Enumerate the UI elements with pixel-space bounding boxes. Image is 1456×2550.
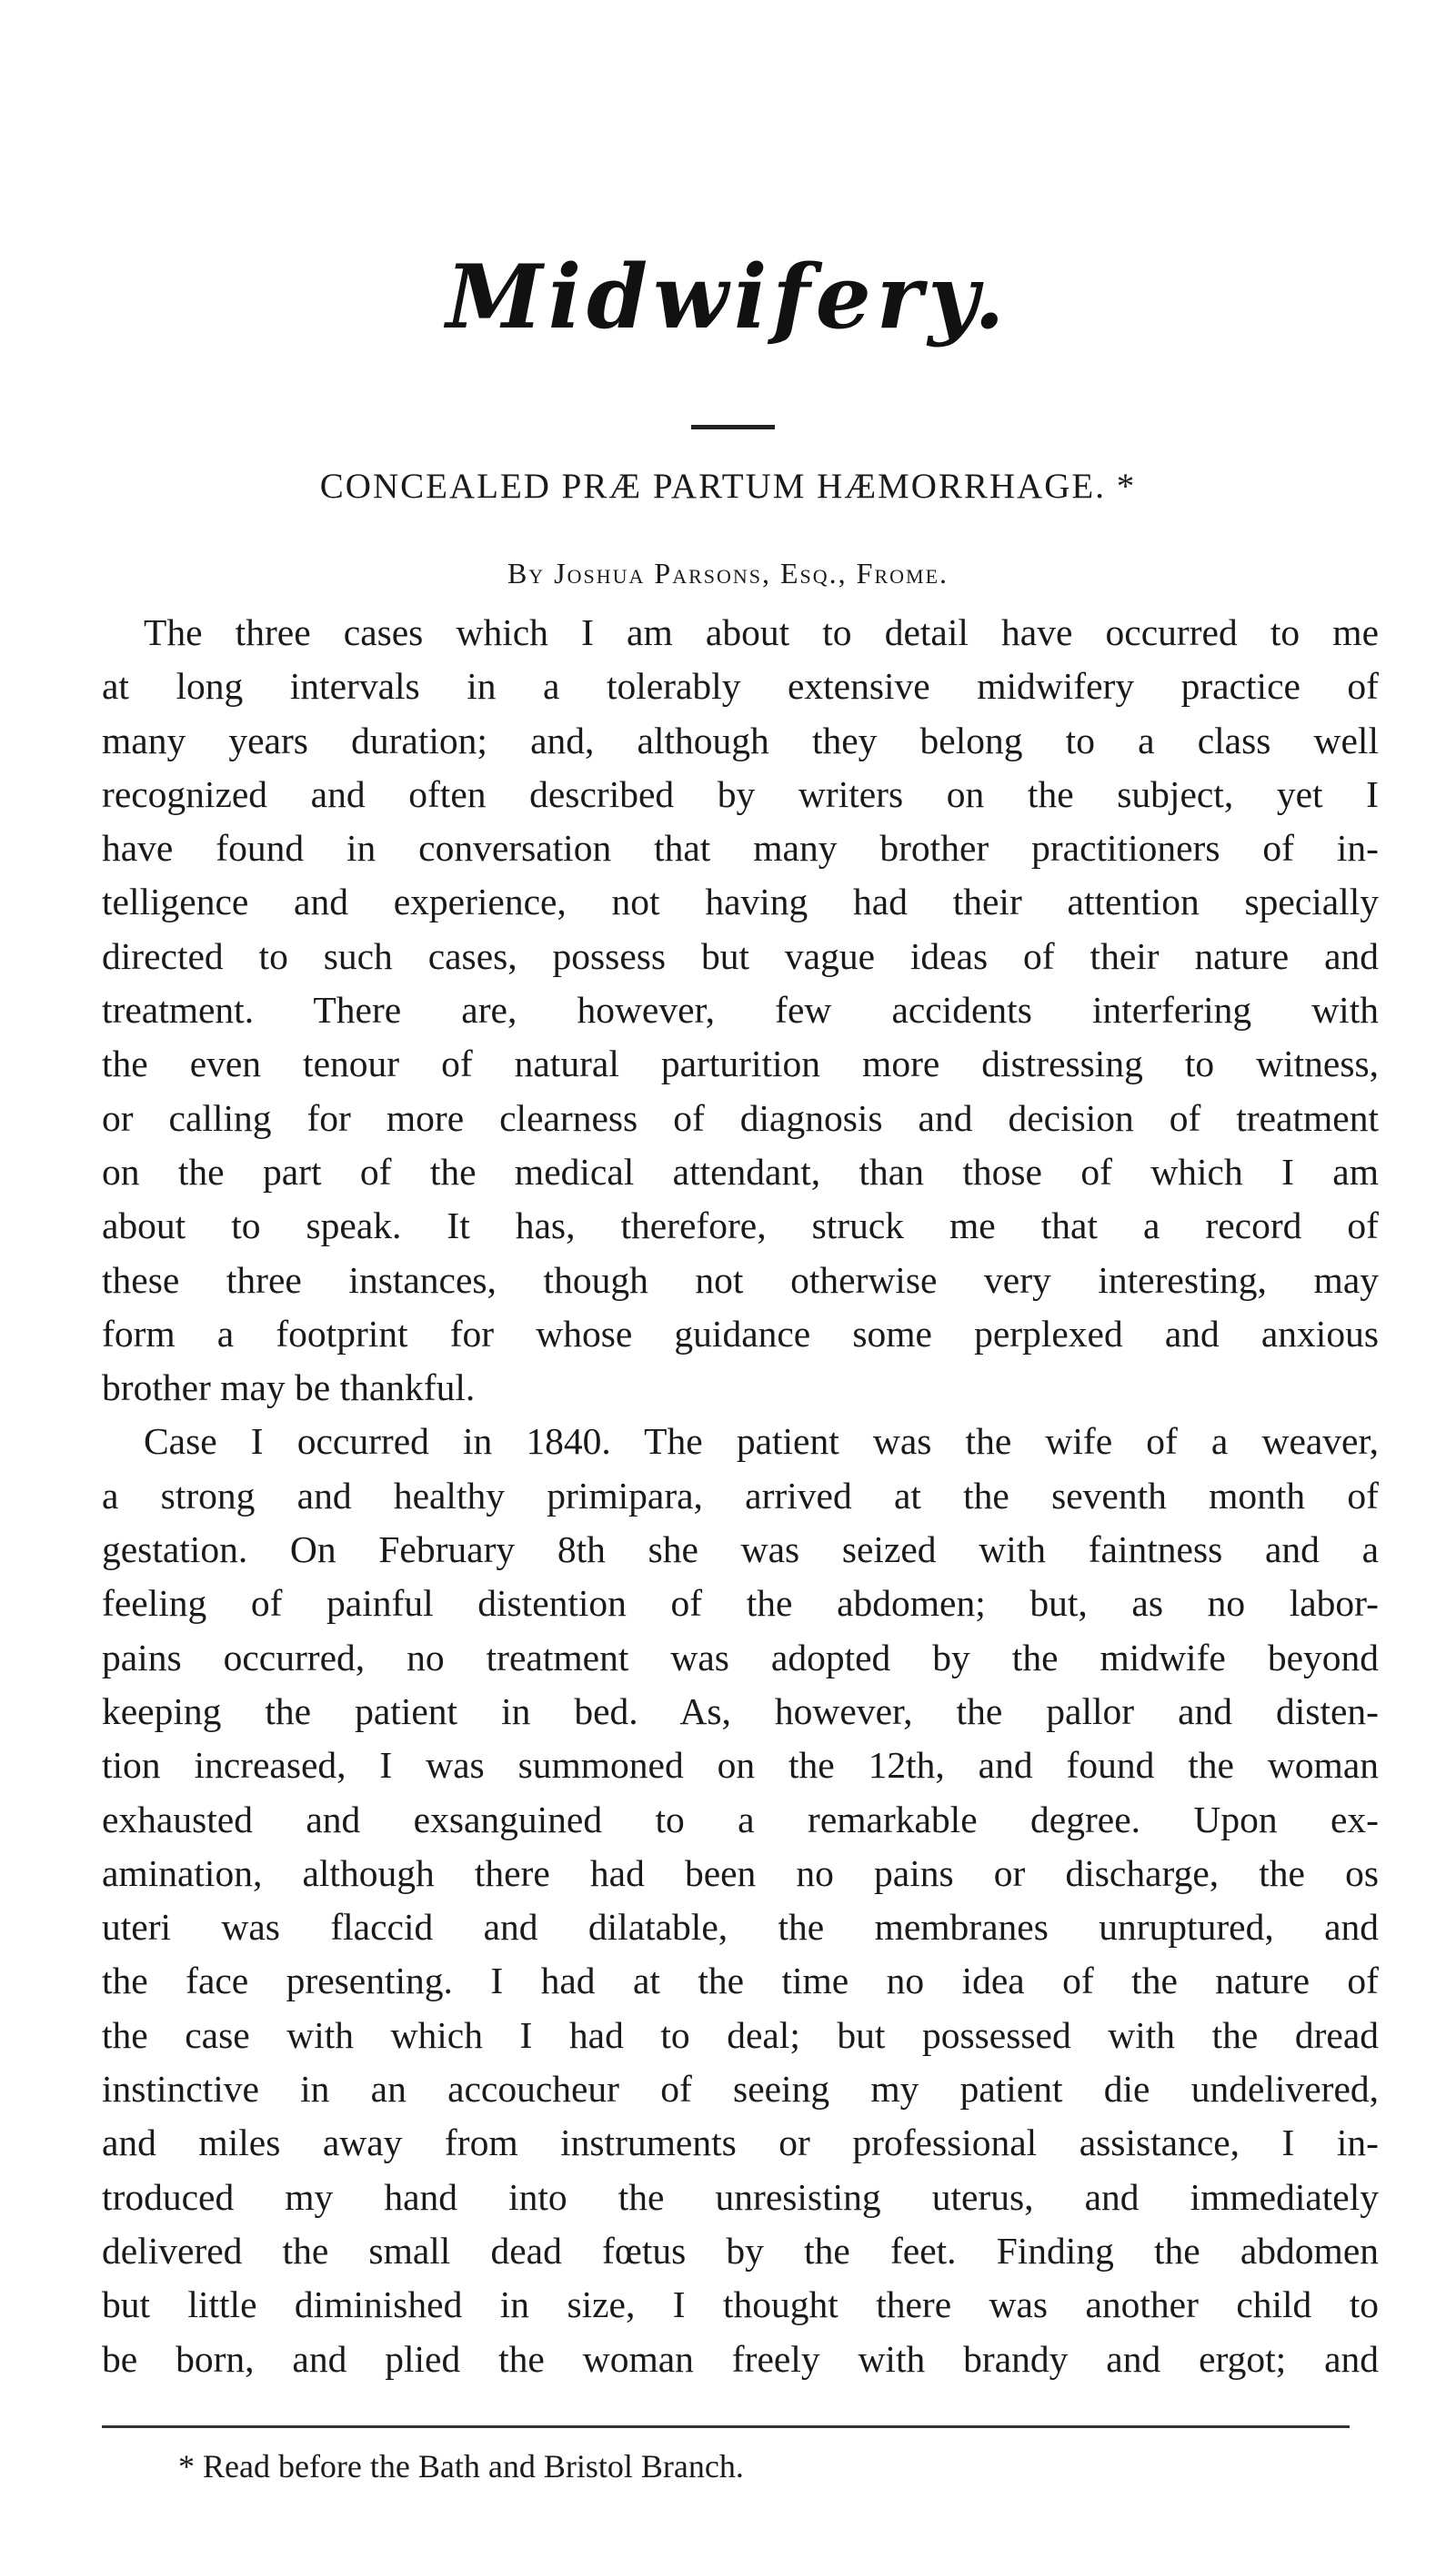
text-line: at long intervals in a tolerably extensive midwifery practice of <box>102 665 1379 708</box>
text-line: these three instances, though not otherwise very interesting, may <box>102 1258 1379 1301</box>
text-line: exhausted and exsanguined to a remarkable degree. Upon ex- <box>102 1798 1379 1840</box>
text-line: form a footprint for whose guidance some perplexed and anxious <box>102 1312 1379 1355</box>
text-line: but little diminished in size, I thought there was another child to <box>102 2283 1379 2326</box>
text-line: or calling for more clearness of diagnosis and decision of treatment <box>102 1096 1379 1139</box>
text-line: pains occurred, no treatment was adopted by the midwife beyond <box>102 1636 1379 1678</box>
text-line: a strong and healthy primipara, arrived at the seventh month of <box>102 1474 1379 1517</box>
text-line: about to speak. It has, therefore, struck me that a record of <box>102 1204 1379 1247</box>
text-line: the even tenour of natural parturition more distressing to witness, <box>102 1043 1379 1085</box>
text-line: treatment. There are, however, few accidents interfering with <box>102 989 1379 1032</box>
text-line: Case I occurred in 1840. The patient was the wife of a weaver, <box>144 1420 1379 1463</box>
article-body <box>102 606 1379 2386</box>
section-heading: Midwifery. <box>446 246 1010 348</box>
text-line: amination, although there had been no pains or discharge, the os <box>102 1851 1379 1894</box>
footnote-divider <box>102 2425 1350 2428</box>
text-line: directed to such cases, possess but vague ideas of their nature and <box>102 934 1379 977</box>
text-line: the face presenting. I had at the time no idea of the nature of <box>102 1960 1379 2002</box>
text-line: many years duration; and, although they belong to a class well <box>102 719 1379 761</box>
text-line: brother may be thankful. <box>102 1366 476 1409</box>
text-line: troduced my hand into the unresisting uterus, and immediately <box>102 2175 1379 2218</box>
author-byline: By Joshua Parsons, Esq., Frome. <box>507 557 949 590</box>
text-line: the case with which I had to deal; but possessed with the dread <box>102 2013 1379 2056</box>
text-line: have found in conversation that many brother practitioners of in- <box>102 827 1379 870</box>
title-divider <box>691 425 775 429</box>
text-line: uteri was flaccid and dilatable, the membranes unruptured, and <box>102 1906 1379 1949</box>
text-line: The three cases which I am about to detail have occurred to me <box>144 611 1379 653</box>
article-title: CONCEALED PRÆ PARTUM HÆMORRHAGE. * <box>319 467 1137 506</box>
text-line: feeling of painful distention of the abdomen; but, as no labor- <box>102 1582 1379 1625</box>
text-line: delivered the small dead fœtus by the feet. Finding the abdomen <box>102 2229 1379 2272</box>
text-line: tion increased, I was summoned on the 12th, and found the woman <box>102 1744 1379 1787</box>
text-line: telligence and experience, not having had their attention specially <box>102 881 1379 923</box>
text-line: recognized and often described by writers on the subject, yet I <box>102 772 1379 815</box>
text-line: instinctive in an accoucheur of seeing my patient die undelivered, <box>102 2068 1379 2111</box>
text-line: and miles away from instruments or professional assistance, I in- <box>102 2122 1379 2164</box>
text-line: gestation. On February 8th she was seized with faintness and a <box>102 1528 1379 1571</box>
text-line: on the part of the medical attendant, than those of which I am <box>102 1150 1379 1193</box>
text-line: be born, and plied the woman freely with brandy and ergot; and <box>102 2337 1379 2380</box>
text-line: keeping the patient in bed. As, however, the pallor and disten- <box>102 1689 1379 1732</box>
footnote: * Read before the Bath and Bristol Branch. <box>178 2448 744 2484</box>
